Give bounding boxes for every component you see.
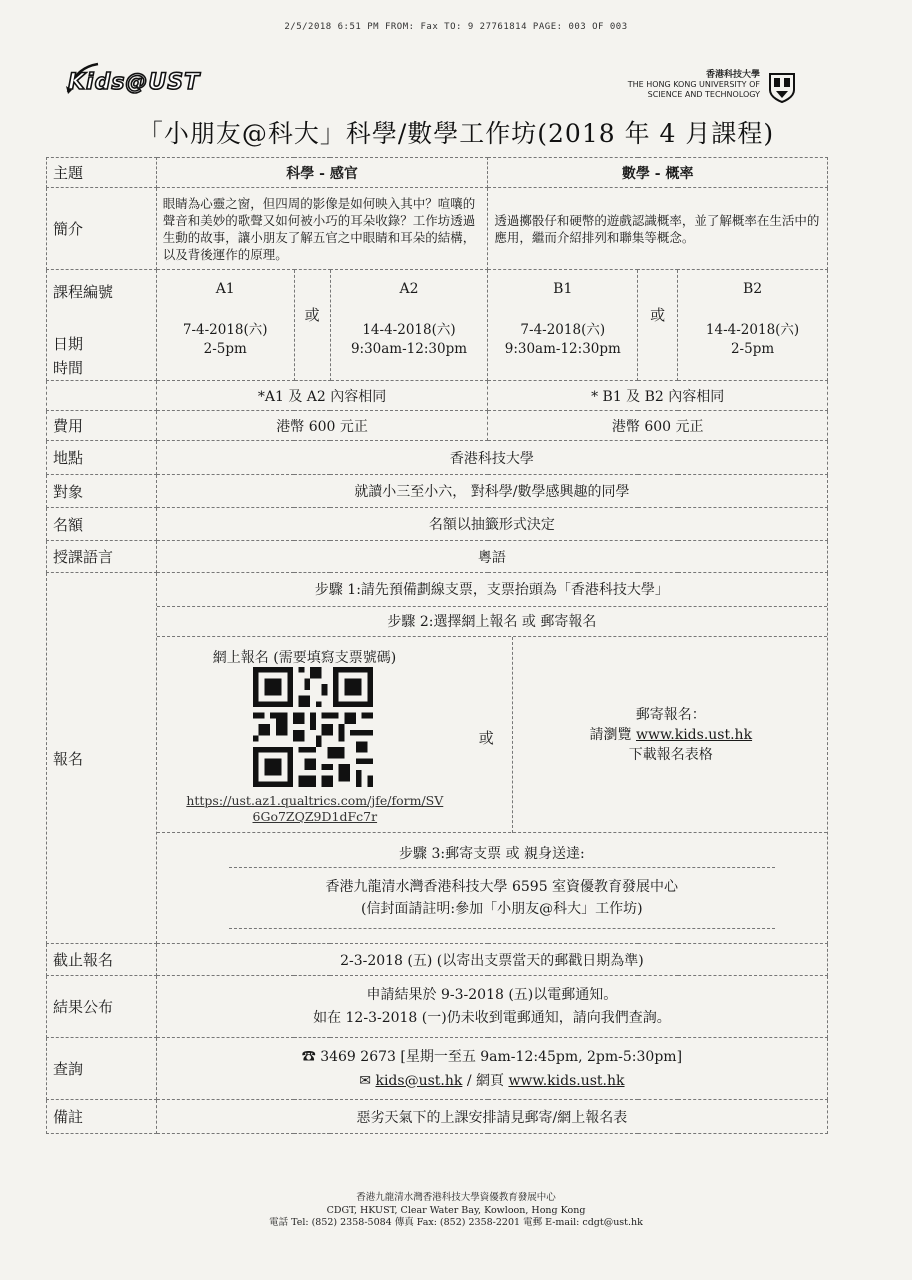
quota-row [47, 508, 828, 541]
deadline-value: 2-3-2018 (五) (以寄出支票當天的郵戳日期為準) [156, 944, 827, 976]
intro-row [47, 188, 828, 270]
fee-a: 港幣 600 元正 [156, 411, 488, 441]
results-row [47, 976, 828, 1038]
registration-label: 報名 [47, 573, 157, 944]
course-code-row [47, 270, 828, 381]
course-b1 [488, 270, 638, 381]
target-value: 就讀小三至小六， 對科學/數學感興趣的同學 [156, 475, 827, 508]
language-value: 粵語 [156, 541, 827, 573]
footer-line-2: CDGT, HKUST, Clear Water Bay, Kowloon, Hong Kong [326, 1204, 586, 1216]
theme-row [47, 158, 828, 188]
target-row [47, 475, 828, 508]
deadline-label: 截止報名 [47, 944, 157, 976]
hkust-logo [616, 70, 796, 106]
course-time: 9:30am-12:30pm [350, 341, 468, 357]
step-3: 步驟 3:郵寄支票 或 親身送達: [399, 846, 585, 862]
delivery-address-box [229, 867, 775, 929]
footer [0, 1192, 912, 1230]
phone-icon: ☎ [301, 1048, 316, 1065]
mail-website-link[interactable]: www.kids.ust.hk [635, 727, 753, 743]
footer-line-3: 電話 Tel: (852) 2358-5084 傳真 Fax: (852) 2358-2201 電郵 E-mail: cdgt@ust.hk [269, 1217, 643, 1228]
time-label: 時間 [53, 359, 84, 377]
course-code: B1 [553, 281, 573, 297]
course-date: 7-4-2018(六) [182, 322, 268, 338]
qr-code-icon[interactable] [253, 667, 373, 787]
mail-registration [513, 637, 829, 833]
mail-browse-text: 請瀏覽 [589, 727, 632, 743]
quota-label: 名額 [47, 508, 157, 541]
course-a1 [156, 270, 294, 381]
course-date: 7-4-2018(六) [520, 322, 606, 338]
course-time: 9:30am-12:30pm [504, 341, 621, 357]
theme-label: 主題 [47, 158, 157, 188]
remarks-value: 惡劣天氣下的上課安排請見郵寄/網上報名表 [156, 1100, 827, 1134]
hkust-crest-icon [768, 72, 796, 104]
fax-header: 2/5/2018 6:51 PM FROM: Fax TO: 9 27761814 PAGE: 003 OF 003 [284, 22, 628, 32]
remarks-label: 備註 [47, 1100, 157, 1134]
course-code: A2 [399, 281, 419, 297]
fee-label: 費用 [47, 411, 157, 441]
footer-line-1: 香港九龍清水灣香港科技大學資優教育發展中心 [356, 1192, 556, 1203]
mail-download-text: 下載報名表格 [628, 747, 713, 763]
deadline-row [47, 944, 828, 976]
fee-b: 港幣 600 元正 [488, 411, 828, 441]
course-code-label: 課程編號 [53, 283, 114, 301]
course-date: 14-4-2018(六) [362, 322, 456, 338]
course-b2 [678, 270, 828, 381]
mail-title: 郵寄報名： [635, 707, 706, 723]
course-date: 14-4-2018(六) [705, 322, 800, 338]
venue-label: 地點 [47, 441, 157, 475]
remarks-row [47, 1100, 828, 1134]
enquiry-row [47, 1038, 828, 1100]
results-line-2: 如在 12-3-2018 (一)仍未收到電郵通知，請向我們查詢。 [313, 1009, 671, 1026]
results-label: 結果公布 [47, 976, 157, 1038]
language-row [47, 541, 828, 573]
hkust-name-en-1: THE HONG KONG UNIVERSITY OF [627, 80, 760, 89]
course-code: B2 [742, 281, 763, 297]
course-code: A1 [215, 281, 235, 297]
enquiry-email-link[interactable]: kids@ust.hk [375, 1072, 463, 1089]
online-title: 網上報名 (需要填寫支票號碼) [212, 650, 397, 666]
quota-value: 名額以抽籤形式決定 [156, 508, 827, 541]
step-2: 步驟 2:選擇網上報名 或 郵寄報名 [157, 607, 827, 637]
online-url-line-2[interactable]: 6Go7ZQZ9D1dFc7r [252, 809, 378, 824]
or-a: 或 [294, 270, 330, 381]
intro-label: 簡介 [47, 188, 157, 270]
language-label: 授課語言 [47, 541, 157, 573]
kids-ust-logo [68, 70, 200, 95]
intro-a: 眼睛為心靈之窗，但四周的影像是如何映入其中？喧嚷的聲音和美妙的歌聲又如何被小巧的耳朵收錄？工作坊透過生動的故事，讓小朋友了解五官之中眼睛和耳朵的結構，以及背後運作的原理。 [156, 188, 488, 270]
note-a: *A1 及 A2 內容相同 [156, 381, 488, 411]
email-icon: ✉ [359, 1072, 372, 1089]
enquiry-web-label: / 網頁 [466, 1072, 504, 1089]
online-url[interactable] [165, 793, 465, 825]
theme-b: 數學 - 概率 [488, 158, 828, 188]
online-registration [157, 637, 513, 833]
enquiry-label: 查詢 [47, 1038, 157, 1100]
target-label: 對象 [47, 475, 157, 508]
step-1: 步驟 1:請先預備劃線支票，支票抬頭為「香港科技大學」 [157, 573, 827, 607]
kids-ust-logo-text: Kids@UST [68, 70, 201, 95]
theme-a: 科學 - 感官 [156, 158, 488, 188]
intro-b: 透過擲骰仔和硬幣的遊戲認識概率，並了解概率在生活中的應用，繼而介紹排列和聯集等概念。 [488, 188, 828, 270]
envelope-note: (信封面請註明:參加「小朋友@科大」工作坊) [360, 901, 643, 917]
registration-options [157, 637, 827, 833]
page-title: 「小朋友@科大」科學/數學工作坊(2018 年 4 月課程) [137, 119, 775, 148]
venue-value: 香港科技大學 [156, 441, 827, 475]
step-3-section [157, 833, 827, 943]
enquiry-web-link[interactable]: www.kids.ust.hk [508, 1072, 625, 1089]
course-table [46, 157, 828, 1134]
date-label: 日期 [53, 335, 84, 353]
or-online-mail: 或 [478, 729, 494, 747]
enquiry-phone: 3469 2673 [星期一至五 9am-12:45pm, 2pm-5:30pm] [320, 1048, 683, 1065]
online-url-line-1[interactable]: https://ust.az1.qualtrics.com/jfe/form/SV [186, 793, 444, 808]
course-a2 [330, 270, 488, 381]
delivery-address: 香港九龍清水灣香港科技大學 6595 室資優教育發展中心 [325, 879, 679, 895]
note-b: * B1 及 B2 內容相同 [488, 381, 828, 411]
course-time: 2-5pm [203, 341, 247, 357]
course-time: 2-5pm [730, 341, 775, 357]
hkust-name-en-2: SCIENCE AND TECHNOLOGY [647, 90, 760, 99]
note-row [47, 381, 828, 411]
registration-row [47, 573, 828, 944]
results-line-1: 申請結果於 9-3-2018 (五)以電郵通知。 [366, 986, 618, 1003]
or-b: 或 [638, 270, 678, 381]
venue-row [47, 441, 828, 475]
fee-row [47, 411, 828, 441]
hkust-name-zh: 香港科技大學 [705, 70, 760, 80]
